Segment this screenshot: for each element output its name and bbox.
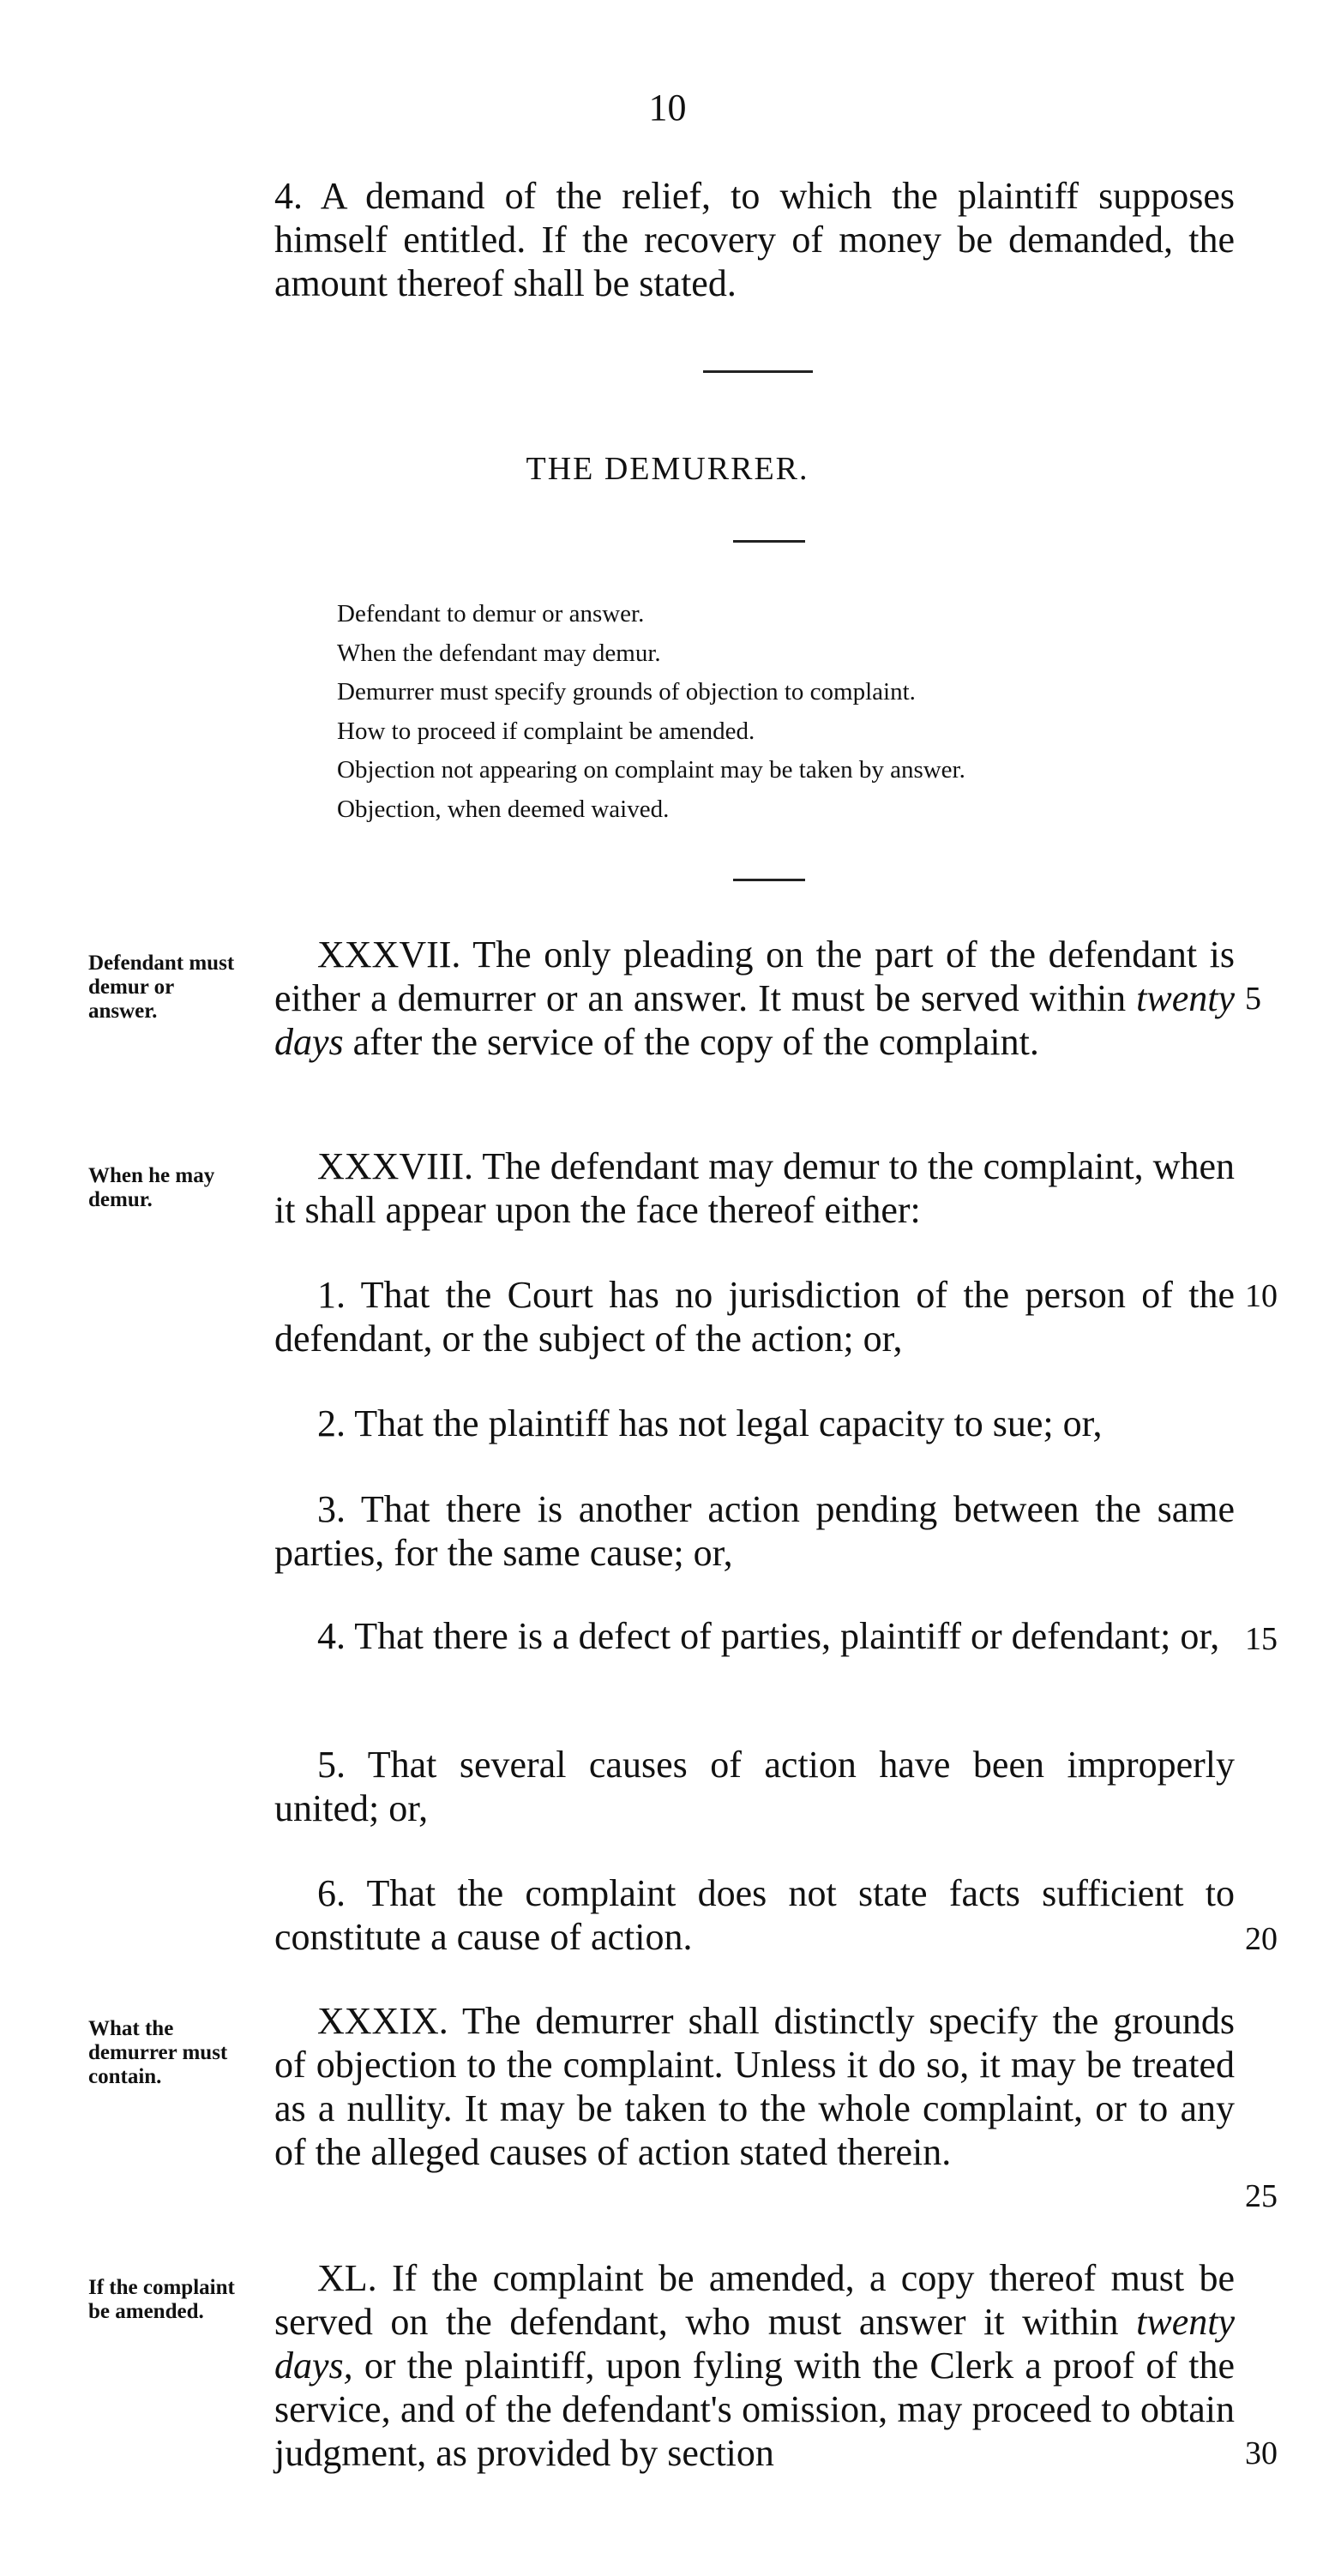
margin-note-s40: If the complaint be amended. <box>88 2276 235 2323</box>
line-number: 15 <box>1245 1621 1278 1657</box>
clause-5: 5. That several causes of action have been improperly united; or, <box>274 1744 1235 1829</box>
page-number: 10 <box>648 87 687 129</box>
line-number: 30 <box>1245 2435 1278 2471</box>
line-number: 5 <box>1245 981 1261 1017</box>
margin-note-s38: When he may demur. <box>88 1164 215 1211</box>
synopsis-item: How to proceed if complaint be amended. <box>337 717 755 745</box>
line-number: 25 <box>1245 2178 1278 2214</box>
section-37-text-end: after the service of the copy of the complaint. <box>343 1021 1039 1063</box>
section-37-text: XXXVII. The only pleading on the part of the defendant is either a demurrer or an answer. It must be served within <box>274 934 1235 1019</box>
clause-3: 3. That there is another action pending between the same parties, for the same cause; or, <box>274 1488 1235 1574</box>
synopsis-item: Objection not appearing on complaint may be taken by answer. <box>337 756 965 784</box>
section-37 <box>274 933 1235 1064</box>
section-40-emphasis: twenty days, <box>274 2301 1235 2387</box>
margin-note-s39: What the demurrer must contain. <box>88 2017 228 2088</box>
synopsis-list <box>337 595 965 829</box>
margin-note-s37: Defendant must demur or answer. <box>88 952 235 1023</box>
clause-2: 2. That the plaintiff has not legal capacity to sue; or, <box>317 1402 1103 1444</box>
rule-bottom <box>733 879 805 881</box>
section-40 <box>274 2256 1235 2475</box>
section-38: XXXVIII. The defendant may demur to the complaint, when it shall appear upon the face thereof either: <box>274 1145 1235 1231</box>
clause-1: 1. That the Court has no jurisdiction of the person of the defendant, or the subject of the action; or, <box>274 1274 1235 1360</box>
rule-mid <box>733 540 805 543</box>
section-40-text: XL. If the complaint be amended, a copy thereof must be served on the defendant, who must answer it within <box>274 2257 1235 2343</box>
section-title: THE DEMURRER. <box>526 451 809 487</box>
synopsis-item: Objection, when deemed waived. <box>337 795 670 823</box>
rule-top <box>703 370 813 373</box>
synopsis-item: Demurrer must specify grounds of objection to complaint. <box>337 678 916 706</box>
section-37-emphasis: twenty days <box>274 977 1235 1063</box>
section-39: XXXIX. The demurrer shall distinctly specify the grounds of objection to the complaint. Unless it do so, it may be treated as a nullity. It may be taken to the whole complaint, or to any of the alleged causes of action stated therein. <box>274 2000 1235 2173</box>
section-40-text-end: or the plaintiff, upon fyling with the Clerk a proof of the service, and of the defendant's omission, may proceed to obtain judgment, as provided by section <box>274 2345 1235 2474</box>
line-number: 10 <box>1245 1278 1278 1314</box>
synopsis-item: Defendant to demur or answer. <box>337 600 645 627</box>
relief-paragraph: 4. A demand of the relief, to which the plaintiff supposes himself entitled. If the recovery of money be demanded, the amount thereof shall be stated. <box>274 175 1235 304</box>
clause-4: 4. That there is a defect of parties, plaintiff or defendant; or, <box>317 1615 1220 1657</box>
line-number: 20 <box>1245 1921 1278 1957</box>
clause-6: 6. That the complaint does not state facts sufficient to constitute a cause of action. <box>274 1872 1235 1958</box>
synopsis-item: When the defendant may demur. <box>337 639 661 667</box>
